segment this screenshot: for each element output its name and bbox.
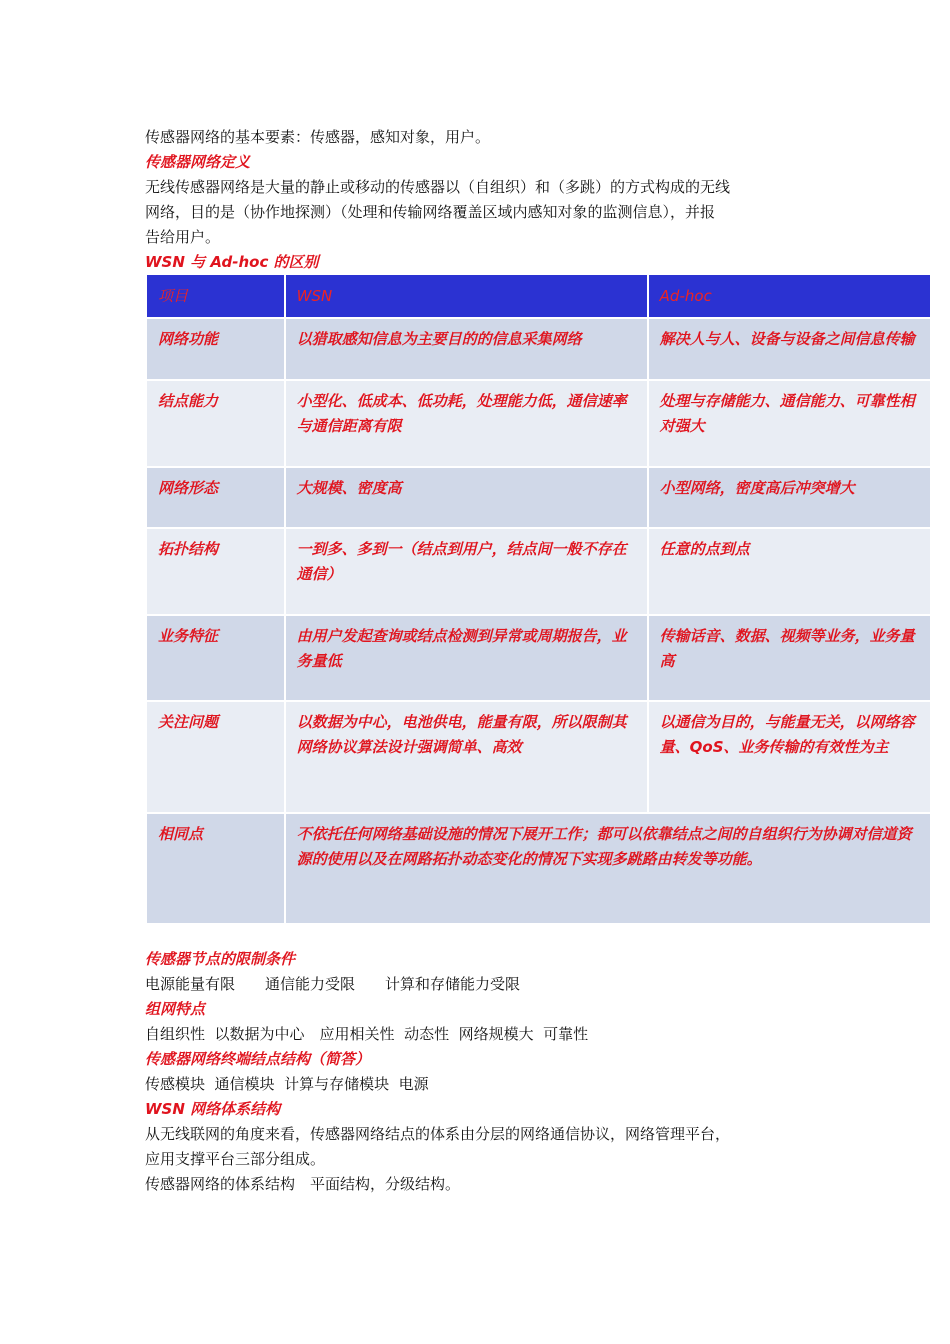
intro-section [145,125,825,275]
row-item: 业务特征 [146,615,285,701]
feature-heading: 组网特点 [145,1000,206,1018]
row-item: 网络形态 [146,467,285,528]
table-row [146,318,931,380]
row-wsn: 由用户发起查询或结点检测到异常或周期报告，业务量低 [285,615,648,701]
architecture-heading: WSN 网络体系结构 [145,1100,281,1118]
row-adhoc: 解决人与人、设备与设备之间信息传输 [648,318,931,380]
table-header-row [146,274,931,318]
row-item: 结点能力 [146,380,285,467]
node-structure-heading: 传感器网络终端结点结构（简答） [145,1050,371,1068]
same-item: 相同点 [146,813,285,924]
feature-line: 自组织性 以数据为中心 应用相关性 动态性 网络规模大 可靠性 [145,1025,589,1043]
elements-line: 传感器网络的基本要素：传感器，感知对象，用户。 [145,128,491,146]
table-row [146,701,931,813]
table-row [146,467,931,528]
header-item: 项目 [146,274,285,318]
difference-heading: WSN 与 Ad-hoc 的区别 [145,253,319,271]
row-adhoc: 以通信为目的，与能量无关，以网络容量、QoS、业务传输的有效性为主 [648,701,931,813]
header-wsn: WSN [285,274,648,318]
row-wsn: 以猎取感知信息为主要目的的信息采集网络 [285,318,648,380]
limit-heading: 传感器节点的限制条件 [145,950,296,968]
row-adhoc: 传输话音、数据、视频等业务，业务量高 [648,615,931,701]
row-adhoc: 处理与存储能力、通信能力、可靠性相对强大 [648,380,931,467]
row-item: 网络功能 [146,318,285,380]
node-structure-line: 传感模块 通信模块 计算与存储模块 电源 [145,1075,429,1093]
architecture-line-3: 传感器网络的体系结构 平面结构，分级结构。 [145,1175,461,1193]
definition-heading: 传感器网络定义 [145,153,251,171]
architecture-line-2: 应用支撑平台三部分组成。 [145,1150,326,1168]
after-section [145,947,825,1197]
same-text: 不依托任何网络基础设施的情况下展开工作；都可以依靠结点之间的自组织行为协调对信道资源的使用以及在网路拓扑动态变化的情况下实现多跳路由转发等功能。 [285,813,931,924]
row-wsn: 一到多、多到一（结点到用户，结点间一般不存在通信） [285,528,648,615]
definition-line-3: 告给用户。 [145,228,221,246]
row-item: 拓扑结构 [146,528,285,615]
row-item: 关注问题 [146,701,285,813]
row-wsn: 以数据为中心，电池供电，能量有限，所以限制其网络协议算法设计强调简单、高效 [285,701,648,813]
table-row-same [146,813,931,924]
table-row [146,380,931,467]
row-wsn: 小型化、低成本、低功耗，处理能力低，通信速率与通信距离有限 [285,380,648,467]
limit-line: 电源能量有限 通信能力受限 计算和存储能力受限 [145,975,521,993]
table-row [146,615,931,701]
header-adhoc: Ad-hoc [648,274,931,318]
architecture-line-1: 从无线联网的角度来看，传感器网络结点的体系由分层的网络通信协议，网络管理平台， [145,1125,731,1143]
definition-line-1: 无线传感器网络是大量的静止或移动的传感器以（自组织）和（多跳）的方式构成的无线 [145,178,731,196]
row-adhoc: 任意的点到点 [648,528,931,615]
table-row [146,528,931,615]
definition-line-2: 网络，目的是（协作地探测）（处理和传输网络覆盖区域内感知对象的监测信息），并报 [145,203,716,221]
row-adhoc: 小型网络，密度高后冲突增大 [648,467,931,528]
row-wsn: 大规模、密度高 [285,467,648,528]
comparison-table [145,273,932,925]
